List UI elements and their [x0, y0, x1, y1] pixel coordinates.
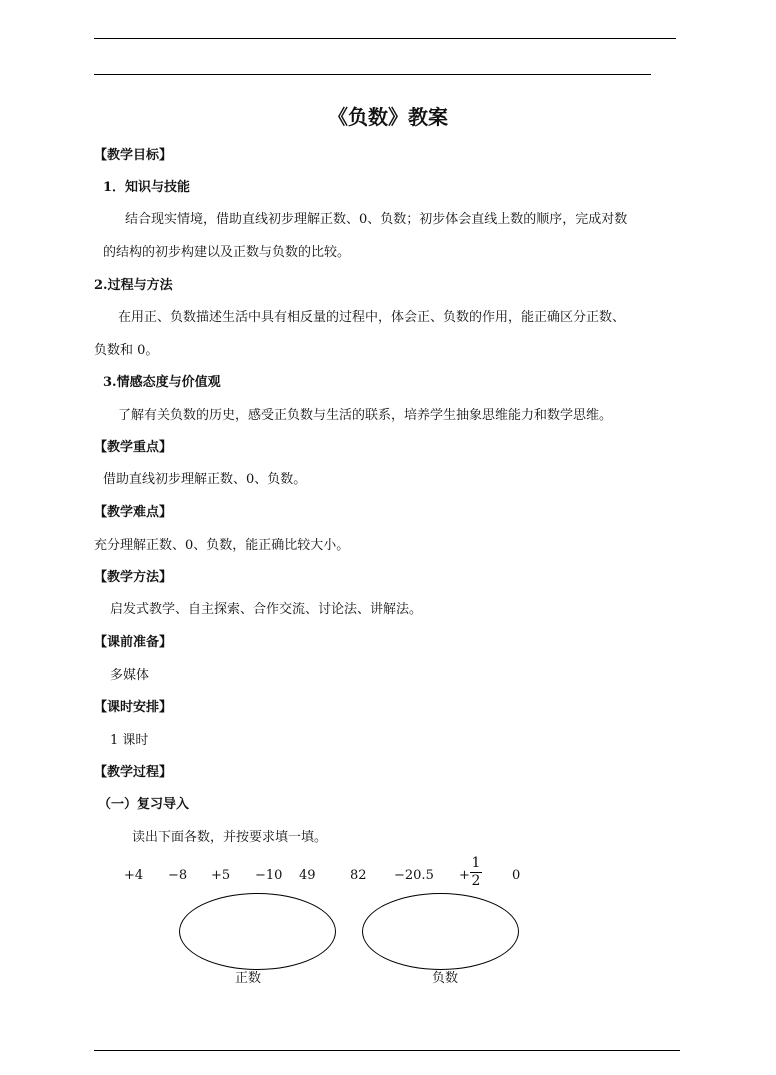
- goals-heading: 【教学目标】: [94, 148, 173, 163]
- knowledge-text-line2: 的结构的初步构建以及正数与负数的比较。: [103, 245, 351, 260]
- review-instruction: 读出下面各数，并按要求填一填。: [132, 830, 328, 845]
- number-item: +: [459, 868, 470, 883]
- process-heading: 2.过程与方法: [94, 278, 173, 293]
- number-item: −10: [255, 868, 283, 883]
- number-item: 0: [512, 868, 521, 883]
- schedule-text: 1 课时: [110, 733, 149, 748]
- key-point-text: 借助直线初步理解正数、0、负数。: [103, 472, 307, 487]
- procedure-heading: 【教学过程】: [94, 765, 173, 780]
- knowledge-text-line1: 结合现实情境，借助直线初步理解正数、0、负数；初步体会直线上数的顺序，完成对数: [125, 212, 628, 227]
- process-text-line1: 在用正、负数描述生活中具有相反量的过程中，体会正、负数的作用，能正确区分正数、: [118, 310, 626, 325]
- preparation-heading: 【课前准备】: [94, 635, 173, 650]
- fraction-denominator: 2: [471, 873, 481, 889]
- review-heading: （一）复习导入: [98, 797, 190, 812]
- number-item: +5: [211, 868, 231, 883]
- emotion-text: 了解有关负数的历史，感受正负数与生活的联系，培养学生抽象思维能力和数学思维。: [118, 408, 613, 423]
- key-point-heading: 【教学重点】: [94, 440, 173, 455]
- schedule-heading: 【课时安排】: [94, 700, 173, 715]
- negative-number-ellipse: [362, 893, 519, 970]
- preparation-text: 多媒体: [110, 668, 150, 683]
- method-text: 启发式教学、自主探索、合作交流、讨论法、讲解法。: [110, 602, 423, 617]
- number-item: 49: [299, 868, 316, 883]
- method-heading: 【教学方法】: [94, 570, 173, 585]
- fraction-numerator: 1: [471, 855, 481, 871]
- footer-rule: [94, 1050, 680, 1051]
- knowledge-heading: 1．知识与技能: [103, 180, 191, 195]
- emotion-heading: 3.情感态度与价值观: [103, 375, 221, 390]
- number-item: −8: [168, 868, 188, 883]
- number-item: +4: [124, 868, 144, 883]
- header-rule-top: [94, 38, 676, 39]
- positive-label: 正数: [235, 971, 262, 986]
- number-item: −20.5: [394, 868, 434, 883]
- number-item: 82: [350, 868, 367, 883]
- difficulty-text: 充分理解正数、0、负数，能正确比较大小。: [94, 538, 350, 553]
- positive-number-ellipse: [179, 893, 336, 970]
- fraction-one-half: [470, 856, 482, 889]
- process-text-line2: 负数和 0。: [94, 343, 159, 358]
- negative-label: 负数: [432, 971, 459, 986]
- header-rule-second: [94, 74, 651, 75]
- difficulty-heading: 【教学难点】: [94, 505, 173, 520]
- page-title: 《负数》教案: [328, 105, 448, 129]
